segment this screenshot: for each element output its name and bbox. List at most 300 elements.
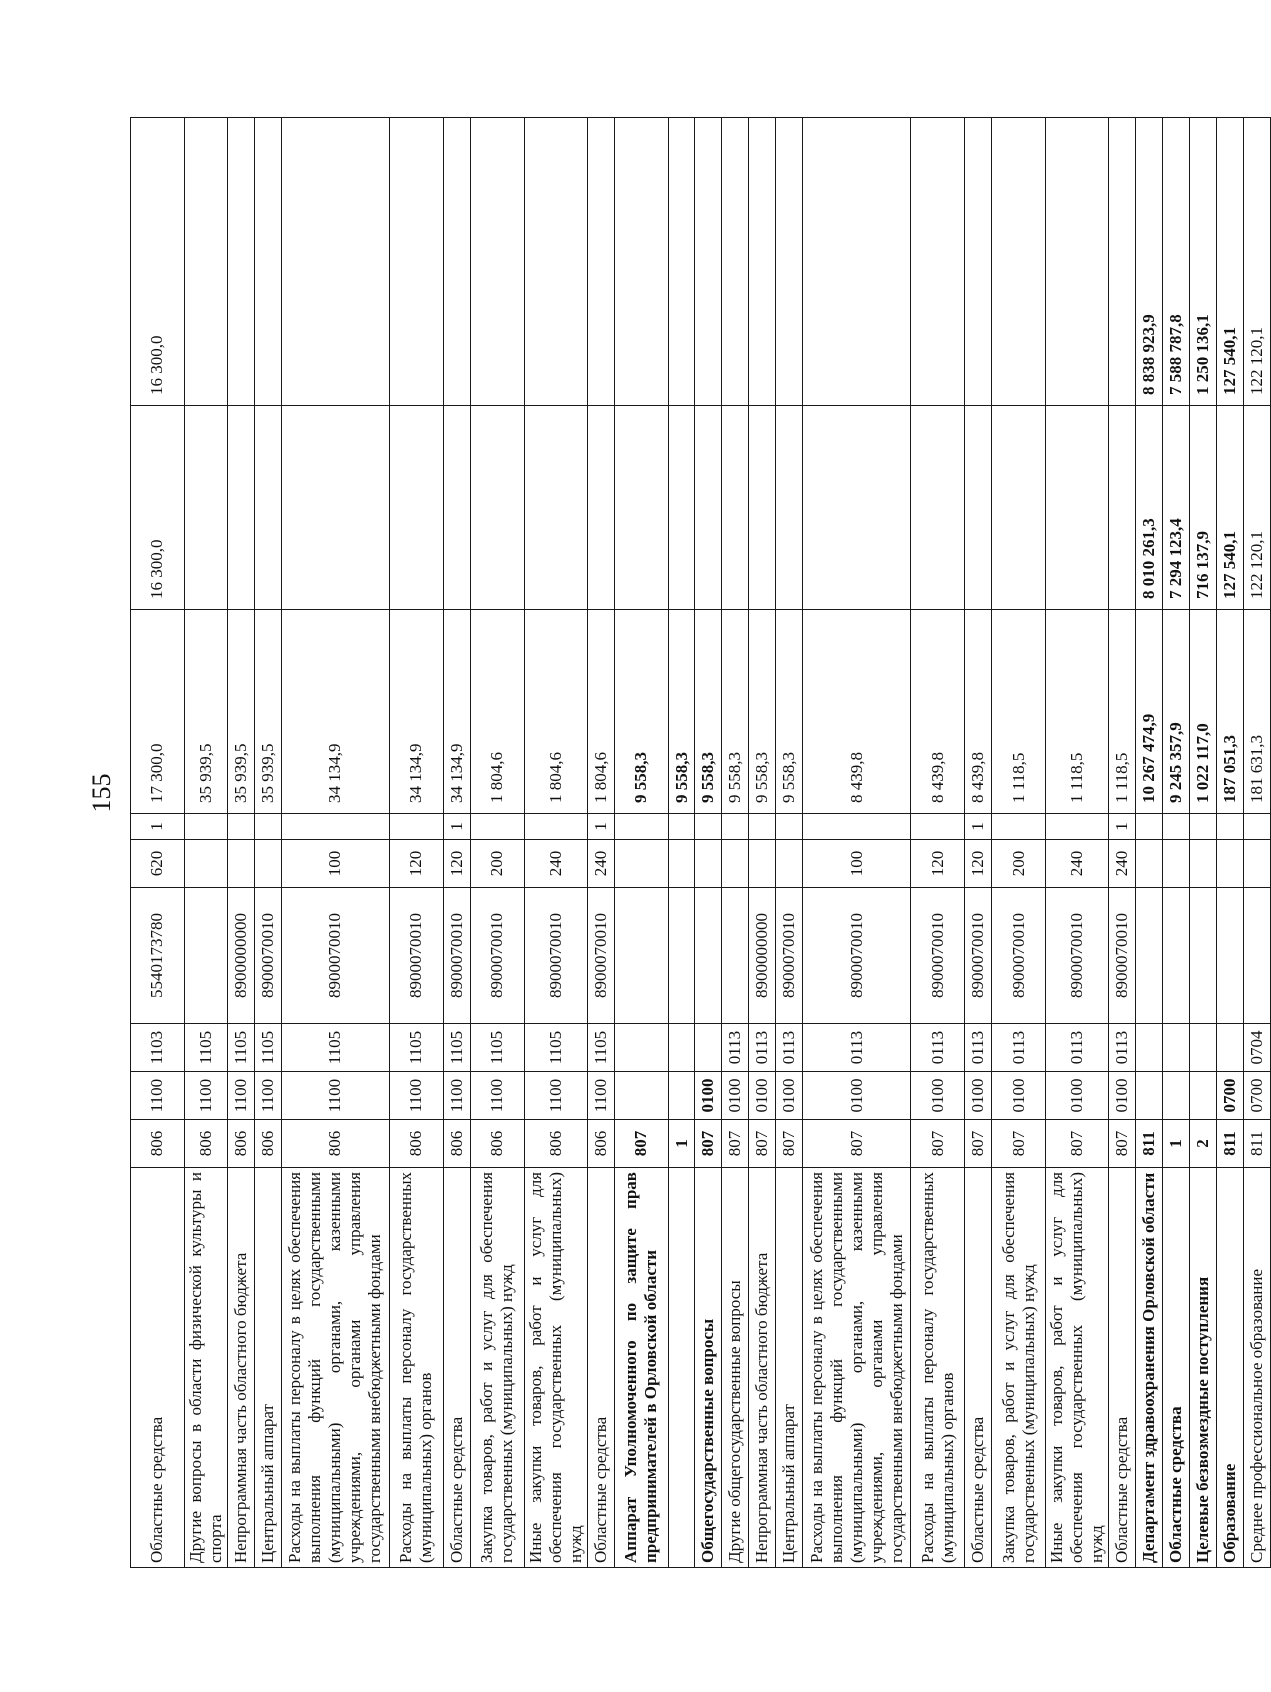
cell-sum-3 — [992, 118, 1046, 406]
cell-sum-2: 122 120,1 — [1243, 406, 1270, 610]
table-row — [254, 118, 281, 1568]
cell-pr — [1190, 1024, 1217, 1072]
cell-csr — [1136, 888, 1163, 1024]
cell-sum-3 — [281, 118, 389, 406]
cell-vr: 100 — [281, 840, 389, 888]
cell-sum-1: 34 134,9 — [389, 610, 443, 814]
cell-pr: 0113 — [1109, 1024, 1136, 1072]
table-row — [524, 118, 587, 1568]
cell-csr: 8900000000 — [749, 888, 776, 1024]
cell-sum-3 — [254, 118, 281, 406]
cell-sum-3 — [443, 118, 470, 406]
cell-sum-3 — [524, 118, 587, 406]
cell-csr: 8900070010 — [281, 888, 389, 1024]
cell-sum-3 — [1046, 118, 1109, 406]
cell-vr — [254, 840, 281, 888]
cell-gr: 806 — [131, 1120, 185, 1168]
cell-src — [1190, 814, 1217, 840]
cell-csr: 8900070010 — [992, 888, 1046, 1024]
cell-rz: 1100 — [443, 1072, 470, 1120]
cell-src: 1 — [965, 814, 992, 840]
cell-gr: 806 — [587, 1120, 614, 1168]
cell-sum-3: 7 588 787,8 — [1163, 118, 1190, 406]
cell-csr — [722, 888, 749, 1024]
cell-name: Областные средства — [1163, 1168, 1190, 1568]
cell-vr — [695, 840, 722, 888]
cell-name: Среднее профессиональное образование — [1243, 1168, 1270, 1568]
cell-src — [668, 814, 695, 840]
cell-csr — [1216, 888, 1243, 1024]
cell-sum-1: 9 558,3 — [614, 610, 668, 814]
cell-name: Расходы на выплаты персоналу государственных (муниципальных) органов — [389, 1168, 443, 1568]
cell-vr: 620 — [131, 840, 185, 888]
cell-vr: 240 — [524, 840, 587, 888]
cell-gr: 807 — [911, 1120, 965, 1168]
cell-pr: 1103 — [131, 1024, 185, 1072]
cell-sum-2 — [992, 406, 1046, 610]
cell-vr: 120 — [443, 840, 470, 888]
cell-sum-2 — [1109, 406, 1136, 610]
cell-sum-2 — [184, 406, 227, 610]
cell-sum-2 — [470, 406, 524, 610]
cell-src — [227, 814, 254, 840]
cell-rz: 1100 — [389, 1072, 443, 1120]
cell-vr: 120 — [911, 840, 965, 888]
cell-sum-1: 17 300,0 — [131, 610, 185, 814]
cell-pr — [1163, 1024, 1190, 1072]
cell-csr: 8900070010 — [1046, 888, 1109, 1024]
cell-vr — [614, 840, 668, 888]
cell-rz: 1100 — [470, 1072, 524, 1120]
cell-src — [281, 814, 389, 840]
cell-name: Аппарат Уполномоченного по защите прав предпринимателей в Орловской области — [614, 1168, 668, 1568]
cell-pr — [1136, 1024, 1163, 1072]
cell-sum-3 — [227, 118, 254, 406]
cell-sum-3 — [965, 118, 992, 406]
table-row — [184, 118, 227, 1568]
cell-name: Областные средства — [131, 1168, 185, 1568]
cell-sum-1: 8 439,8 — [803, 610, 911, 814]
cell-src — [911, 814, 965, 840]
cell-src — [722, 814, 749, 840]
cell-sum-2 — [776, 406, 803, 610]
budget-table-rotated — [130, 118, 1266, 1568]
cell-src — [389, 814, 443, 840]
table-row — [749, 118, 776, 1568]
cell-sum-2: 8 010 261,3 — [1136, 406, 1163, 610]
cell-sum-3 — [184, 118, 227, 406]
cell-sum-1: 35 939,5 — [184, 610, 227, 814]
cell-sum-1: 181 631,3 — [1243, 610, 1270, 814]
table-row — [131, 118, 185, 1568]
cell-src — [992, 814, 1046, 840]
cell-sum-2 — [911, 406, 965, 610]
cell-csr — [184, 888, 227, 1024]
cell-sum-2: 127 540,1 — [1216, 406, 1243, 610]
table-row — [281, 118, 389, 1568]
cell-csr: 8900000000 — [227, 888, 254, 1024]
cell-sum-3: 8 838 923,9 — [1136, 118, 1163, 406]
cell-gr: 806 — [184, 1120, 227, 1168]
page-number: 155 — [87, 773, 116, 813]
cell-gr: 807 — [965, 1120, 992, 1168]
cell-csr — [614, 888, 668, 1024]
table-row — [470, 118, 524, 1568]
cell-vr: 200 — [470, 840, 524, 888]
table-row — [992, 118, 1046, 1568]
cell-rz: 0100 — [911, 1072, 965, 1120]
cell-csr: 8900070010 — [587, 888, 614, 1024]
cell-sum-3: 16 300,0 — [131, 118, 185, 406]
cell-sum-2 — [281, 406, 389, 610]
budget-table — [130, 117, 1271, 1568]
cell-gr: 807 — [722, 1120, 749, 1168]
cell-gr: 806 — [281, 1120, 389, 1168]
cell-sum-2 — [965, 406, 992, 610]
cell-vr — [1243, 840, 1270, 888]
cell-sum-1: 8 439,8 — [911, 610, 965, 814]
table-row — [911, 118, 965, 1568]
cell-name: Непрограммная часть областного бюджета — [749, 1168, 776, 1568]
cell-rz: 0100 — [722, 1072, 749, 1120]
cell-name: Общегосударственные вопросы — [695, 1168, 722, 1568]
cell-sum-2 — [227, 406, 254, 610]
cell-sum-1: 8 439,8 — [965, 610, 992, 814]
cell-sum-1: 1 118,5 — [1109, 610, 1136, 814]
cell-csr: 8900070010 — [443, 888, 470, 1024]
table-row — [803, 118, 911, 1568]
cell-sum-1: 9 558,3 — [695, 610, 722, 814]
cell-name: Расходы на выплаты персоналу государственных (муниципальных) органов — [911, 1168, 965, 1568]
cell-sum-3: 1 250 136,1 — [1190, 118, 1217, 406]
cell-sum-3 — [668, 118, 695, 406]
cell-sum-3 — [776, 118, 803, 406]
cell-vr: 120 — [389, 840, 443, 888]
cell-src — [254, 814, 281, 840]
cell-rz: 0700 — [1216, 1072, 1243, 1120]
cell-pr: 0113 — [722, 1024, 749, 1072]
cell-sum-2: 716 137,9 — [1190, 406, 1217, 610]
cell-pr — [1216, 1024, 1243, 1072]
cell-gr: 1 — [668, 1120, 695, 1168]
cell-pr — [614, 1024, 668, 1072]
cell-pr — [695, 1024, 722, 1072]
cell-sum-1: 187 051,3 — [1216, 610, 1243, 814]
cell-gr: 811 — [1216, 1120, 1243, 1168]
cell-sum-1: 9 558,3 — [722, 610, 749, 814]
cell-sum-1: 1 022 117,0 — [1190, 610, 1217, 814]
cell-name: Закупка товаров, работ и услуг для обеспечения государственных (муниципальных) нужд — [470, 1168, 524, 1568]
cell-gr: 806 — [470, 1120, 524, 1168]
cell-vr — [722, 840, 749, 888]
cell-sum-2: 7 294 123,4 — [1163, 406, 1190, 610]
cell-csr — [1190, 888, 1217, 1024]
cell-sum-3 — [803, 118, 911, 406]
cell-src — [1216, 814, 1243, 840]
table-row — [1163, 118, 1190, 1568]
cell-sum-3: 127 540,1 — [1216, 118, 1243, 406]
cell-vr — [776, 840, 803, 888]
cell-sum-2 — [722, 406, 749, 610]
cell-sum-1: 1 804,6 — [524, 610, 587, 814]
cell-gr: 807 — [1046, 1120, 1109, 1168]
cell-gr: 811 — [1243, 1120, 1270, 1168]
cell-rz: 0100 — [695, 1072, 722, 1120]
cell-src — [749, 814, 776, 840]
cell-csr: 8900070010 — [470, 888, 524, 1024]
cell-rz — [668, 1072, 695, 1120]
cell-rz — [1163, 1072, 1190, 1120]
cell-name: Областные средства — [1109, 1168, 1136, 1568]
cell-sum-2 — [587, 406, 614, 610]
cell-csr: 8900070010 — [965, 888, 992, 1024]
cell-pr: 1105 — [184, 1024, 227, 1072]
cell-csr: 8900070010 — [389, 888, 443, 1024]
cell-sum-1: 1 804,6 — [470, 610, 524, 814]
cell-vr — [668, 840, 695, 888]
cell-pr: 0113 — [992, 1024, 1046, 1072]
cell-name — [668, 1168, 695, 1568]
cell-sum-3 — [695, 118, 722, 406]
cell-rz: 0100 — [965, 1072, 992, 1120]
cell-gr: 806 — [227, 1120, 254, 1168]
cell-csr — [668, 888, 695, 1024]
cell-sum-1: 34 134,9 — [281, 610, 389, 814]
cell-csr — [1243, 888, 1270, 1024]
cell-src: 1 — [131, 814, 185, 840]
cell-pr: 0113 — [911, 1024, 965, 1072]
cell-src — [1046, 814, 1109, 840]
cell-src — [470, 814, 524, 840]
cell-rz — [1136, 1072, 1163, 1120]
cell-sum-3 — [389, 118, 443, 406]
cell-src — [614, 814, 668, 840]
table-row — [1136, 118, 1163, 1568]
cell-rz — [614, 1072, 668, 1120]
cell-name: Иные закупки товаров, работ и услуг для обеспечения государственных (муниципальных) нужд — [524, 1168, 587, 1568]
table-row — [1109, 118, 1136, 1568]
table-row — [695, 118, 722, 1568]
cell-pr: 0704 — [1243, 1024, 1270, 1072]
cell-src — [776, 814, 803, 840]
cell-sum-1: 1 118,5 — [992, 610, 1046, 814]
cell-rz: 0100 — [803, 1072, 911, 1120]
cell-pr: 1105 — [443, 1024, 470, 1072]
cell-sum-1: 9 558,3 — [668, 610, 695, 814]
cell-pr: 1105 — [254, 1024, 281, 1072]
cell-csr: 8900070010 — [776, 888, 803, 1024]
table-row — [668, 118, 695, 1568]
cell-vr — [1136, 840, 1163, 888]
cell-pr: 1105 — [389, 1024, 443, 1072]
cell-name: Образование — [1216, 1168, 1243, 1568]
cell-sum-1: 1 118,5 — [1046, 610, 1109, 814]
cell-src: 1 — [587, 814, 614, 840]
cell-csr: 8900070010 — [1109, 888, 1136, 1024]
cell-vr — [227, 840, 254, 888]
cell-rz: 0100 — [992, 1072, 1046, 1120]
cell-rz: 0100 — [1109, 1072, 1136, 1120]
cell-src — [695, 814, 722, 840]
cell-src — [1136, 814, 1163, 840]
cell-rz: 0100 — [749, 1072, 776, 1120]
cell-sum-2 — [668, 406, 695, 610]
cell-name: Центральный аппарат — [776, 1168, 803, 1568]
cell-sum-1: 34 134,9 — [443, 610, 470, 814]
table-row — [1243, 118, 1270, 1568]
cell-gr: 807 — [1109, 1120, 1136, 1168]
cell-sum-2 — [1046, 406, 1109, 610]
cell-gr: 807 — [992, 1120, 1046, 1168]
table-row — [722, 118, 749, 1568]
cell-pr: 0113 — [749, 1024, 776, 1072]
cell-rz: 1100 — [281, 1072, 389, 1120]
cell-sum-3 — [470, 118, 524, 406]
table-row — [1046, 118, 1109, 1568]
cell-pr — [668, 1024, 695, 1072]
cell-sum-1: 35 939,5 — [227, 610, 254, 814]
cell-vr — [1190, 840, 1217, 888]
cell-pr: 0113 — [1046, 1024, 1109, 1072]
cell-csr: 8900070010 — [803, 888, 911, 1024]
table-row — [587, 118, 614, 1568]
cell-vr: 200 — [992, 840, 1046, 888]
cell-pr: 1105 — [470, 1024, 524, 1072]
cell-sum-3 — [749, 118, 776, 406]
cell-rz: 0100 — [1046, 1072, 1109, 1120]
cell-pr: 0113 — [965, 1024, 992, 1072]
cell-sum-2 — [389, 406, 443, 610]
cell-vr — [184, 840, 227, 888]
cell-sum-1: 9 245 357,9 — [1163, 610, 1190, 814]
cell-gr: 807 — [695, 1120, 722, 1168]
cell-sum-3: 122 120,1 — [1243, 118, 1270, 406]
cell-gr: 807 — [776, 1120, 803, 1168]
cell-sum-1: 9 558,3 — [776, 610, 803, 814]
cell-sum-2 — [524, 406, 587, 610]
cell-pr: 0113 — [803, 1024, 911, 1072]
cell-name: Закупка товаров, работ и услуг для обеспечения государственных (муниципальных) нужд — [992, 1168, 1046, 1568]
table-body — [131, 118, 1271, 1568]
cell-gr: 1 — [1163, 1120, 1190, 1168]
cell-sum-2 — [443, 406, 470, 610]
cell-name: Другие вопросы в области физической культуры и спорта — [184, 1168, 227, 1568]
cell-src — [184, 814, 227, 840]
cell-gr: 806 — [443, 1120, 470, 1168]
cell-vr — [1216, 840, 1243, 888]
cell-src — [1243, 814, 1270, 840]
cell-csr — [695, 888, 722, 1024]
cell-csr: 8900070010 — [524, 888, 587, 1024]
cell-pr: 1105 — [587, 1024, 614, 1072]
cell-sum-3 — [587, 118, 614, 406]
cell-vr: 240 — [587, 840, 614, 888]
cell-pr: 0113 — [776, 1024, 803, 1072]
cell-name: Областные средства — [965, 1168, 992, 1568]
cell-sum-2 — [614, 406, 668, 610]
cell-rz: 1100 — [184, 1072, 227, 1120]
cell-src: 1 — [1109, 814, 1136, 840]
cell-pr: 1105 — [524, 1024, 587, 1072]
cell-name: Центральный аппарат — [254, 1168, 281, 1568]
cell-name: Расходы на выплаты персоналу в целях обеспечения выполнения функций государственными (муниципальными) органами, казенными учреждениями, органами управления государственными внебюджетными фондами — [281, 1168, 389, 1568]
cell-src: 1 — [443, 814, 470, 840]
cell-gr: 807 — [749, 1120, 776, 1168]
cell-gr: 806 — [524, 1120, 587, 1168]
cell-name: Департамент здравоохранения Орловской области — [1136, 1168, 1163, 1568]
cell-vr — [749, 840, 776, 888]
cell-rz: 1100 — [131, 1072, 185, 1120]
cell-csr — [1163, 888, 1190, 1024]
cell-vr: 240 — [1046, 840, 1109, 888]
cell-sum-3 — [911, 118, 965, 406]
cell-src — [524, 814, 587, 840]
cell-sum-1: 9 558,3 — [749, 610, 776, 814]
cell-name: Иные закупки товаров, работ и услуг для обеспечения государственных (муниципальных) нужд — [1046, 1168, 1109, 1568]
cell-rz: 0100 — [776, 1072, 803, 1120]
cell-vr — [1163, 840, 1190, 888]
table-row — [776, 118, 803, 1568]
cell-src — [803, 814, 911, 840]
cell-gr: 806 — [254, 1120, 281, 1168]
cell-rz: 1100 — [254, 1072, 281, 1120]
cell-gr: 806 — [389, 1120, 443, 1168]
cell-sum-3 — [722, 118, 749, 406]
cell-sum-2 — [695, 406, 722, 610]
cell-name: Другие общегосударственные вопросы — [722, 1168, 749, 1568]
cell-csr: 8900070010 — [911, 888, 965, 1024]
cell-vr: 100 — [803, 840, 911, 888]
cell-gr: 807 — [803, 1120, 911, 1168]
cell-gr: 2 — [1190, 1120, 1217, 1168]
cell-rz: 0700 — [1243, 1072, 1270, 1120]
cell-sum-2 — [254, 406, 281, 610]
cell-sum-2: 16 300,0 — [131, 406, 185, 610]
cell-vr: 120 — [965, 840, 992, 888]
table-row — [614, 118, 668, 1568]
cell-name: Расходы на выплаты персоналу в целях обеспечения выполнения функций государственными (муниципальными) органами, казенными учреждениями, органами управления государственными внебюджетными фондами — [803, 1168, 911, 1568]
cell-rz: 1100 — [587, 1072, 614, 1120]
cell-sum-1: 1 804,6 — [587, 610, 614, 814]
cell-csr: 5540173780 — [131, 888, 185, 1024]
cell-name: Непрограммная часть областного бюджета — [227, 1168, 254, 1568]
cell-name: Целевые безвозмездные поступления — [1190, 1168, 1217, 1568]
cell-vr: 240 — [1109, 840, 1136, 888]
cell-csr: 8900070010 — [254, 888, 281, 1024]
cell-pr: 1105 — [227, 1024, 254, 1072]
cell-sum-2 — [749, 406, 776, 610]
cell-sum-3 — [1109, 118, 1136, 406]
cell-sum-1: 35 939,5 — [254, 610, 281, 814]
cell-gr: 811 — [1136, 1120, 1163, 1168]
cell-sum-1: 10 267 474,9 — [1136, 610, 1163, 814]
table-row — [965, 118, 992, 1568]
cell-rz: 1100 — [524, 1072, 587, 1120]
cell-name: Областные средства — [443, 1168, 470, 1568]
cell-name: Областные средства — [587, 1168, 614, 1568]
cell-rz — [1190, 1072, 1217, 1120]
cell-sum-2 — [803, 406, 911, 610]
cell-pr: 1105 — [281, 1024, 389, 1072]
table-row — [227, 118, 254, 1568]
cell-rz: 1100 — [227, 1072, 254, 1120]
cell-gr: 807 — [614, 1120, 668, 1168]
table-row — [443, 118, 470, 1568]
table-row — [1190, 118, 1217, 1568]
cell-sum-3 — [614, 118, 668, 406]
table-row — [389, 118, 443, 1568]
table-row — [1216, 118, 1243, 1568]
